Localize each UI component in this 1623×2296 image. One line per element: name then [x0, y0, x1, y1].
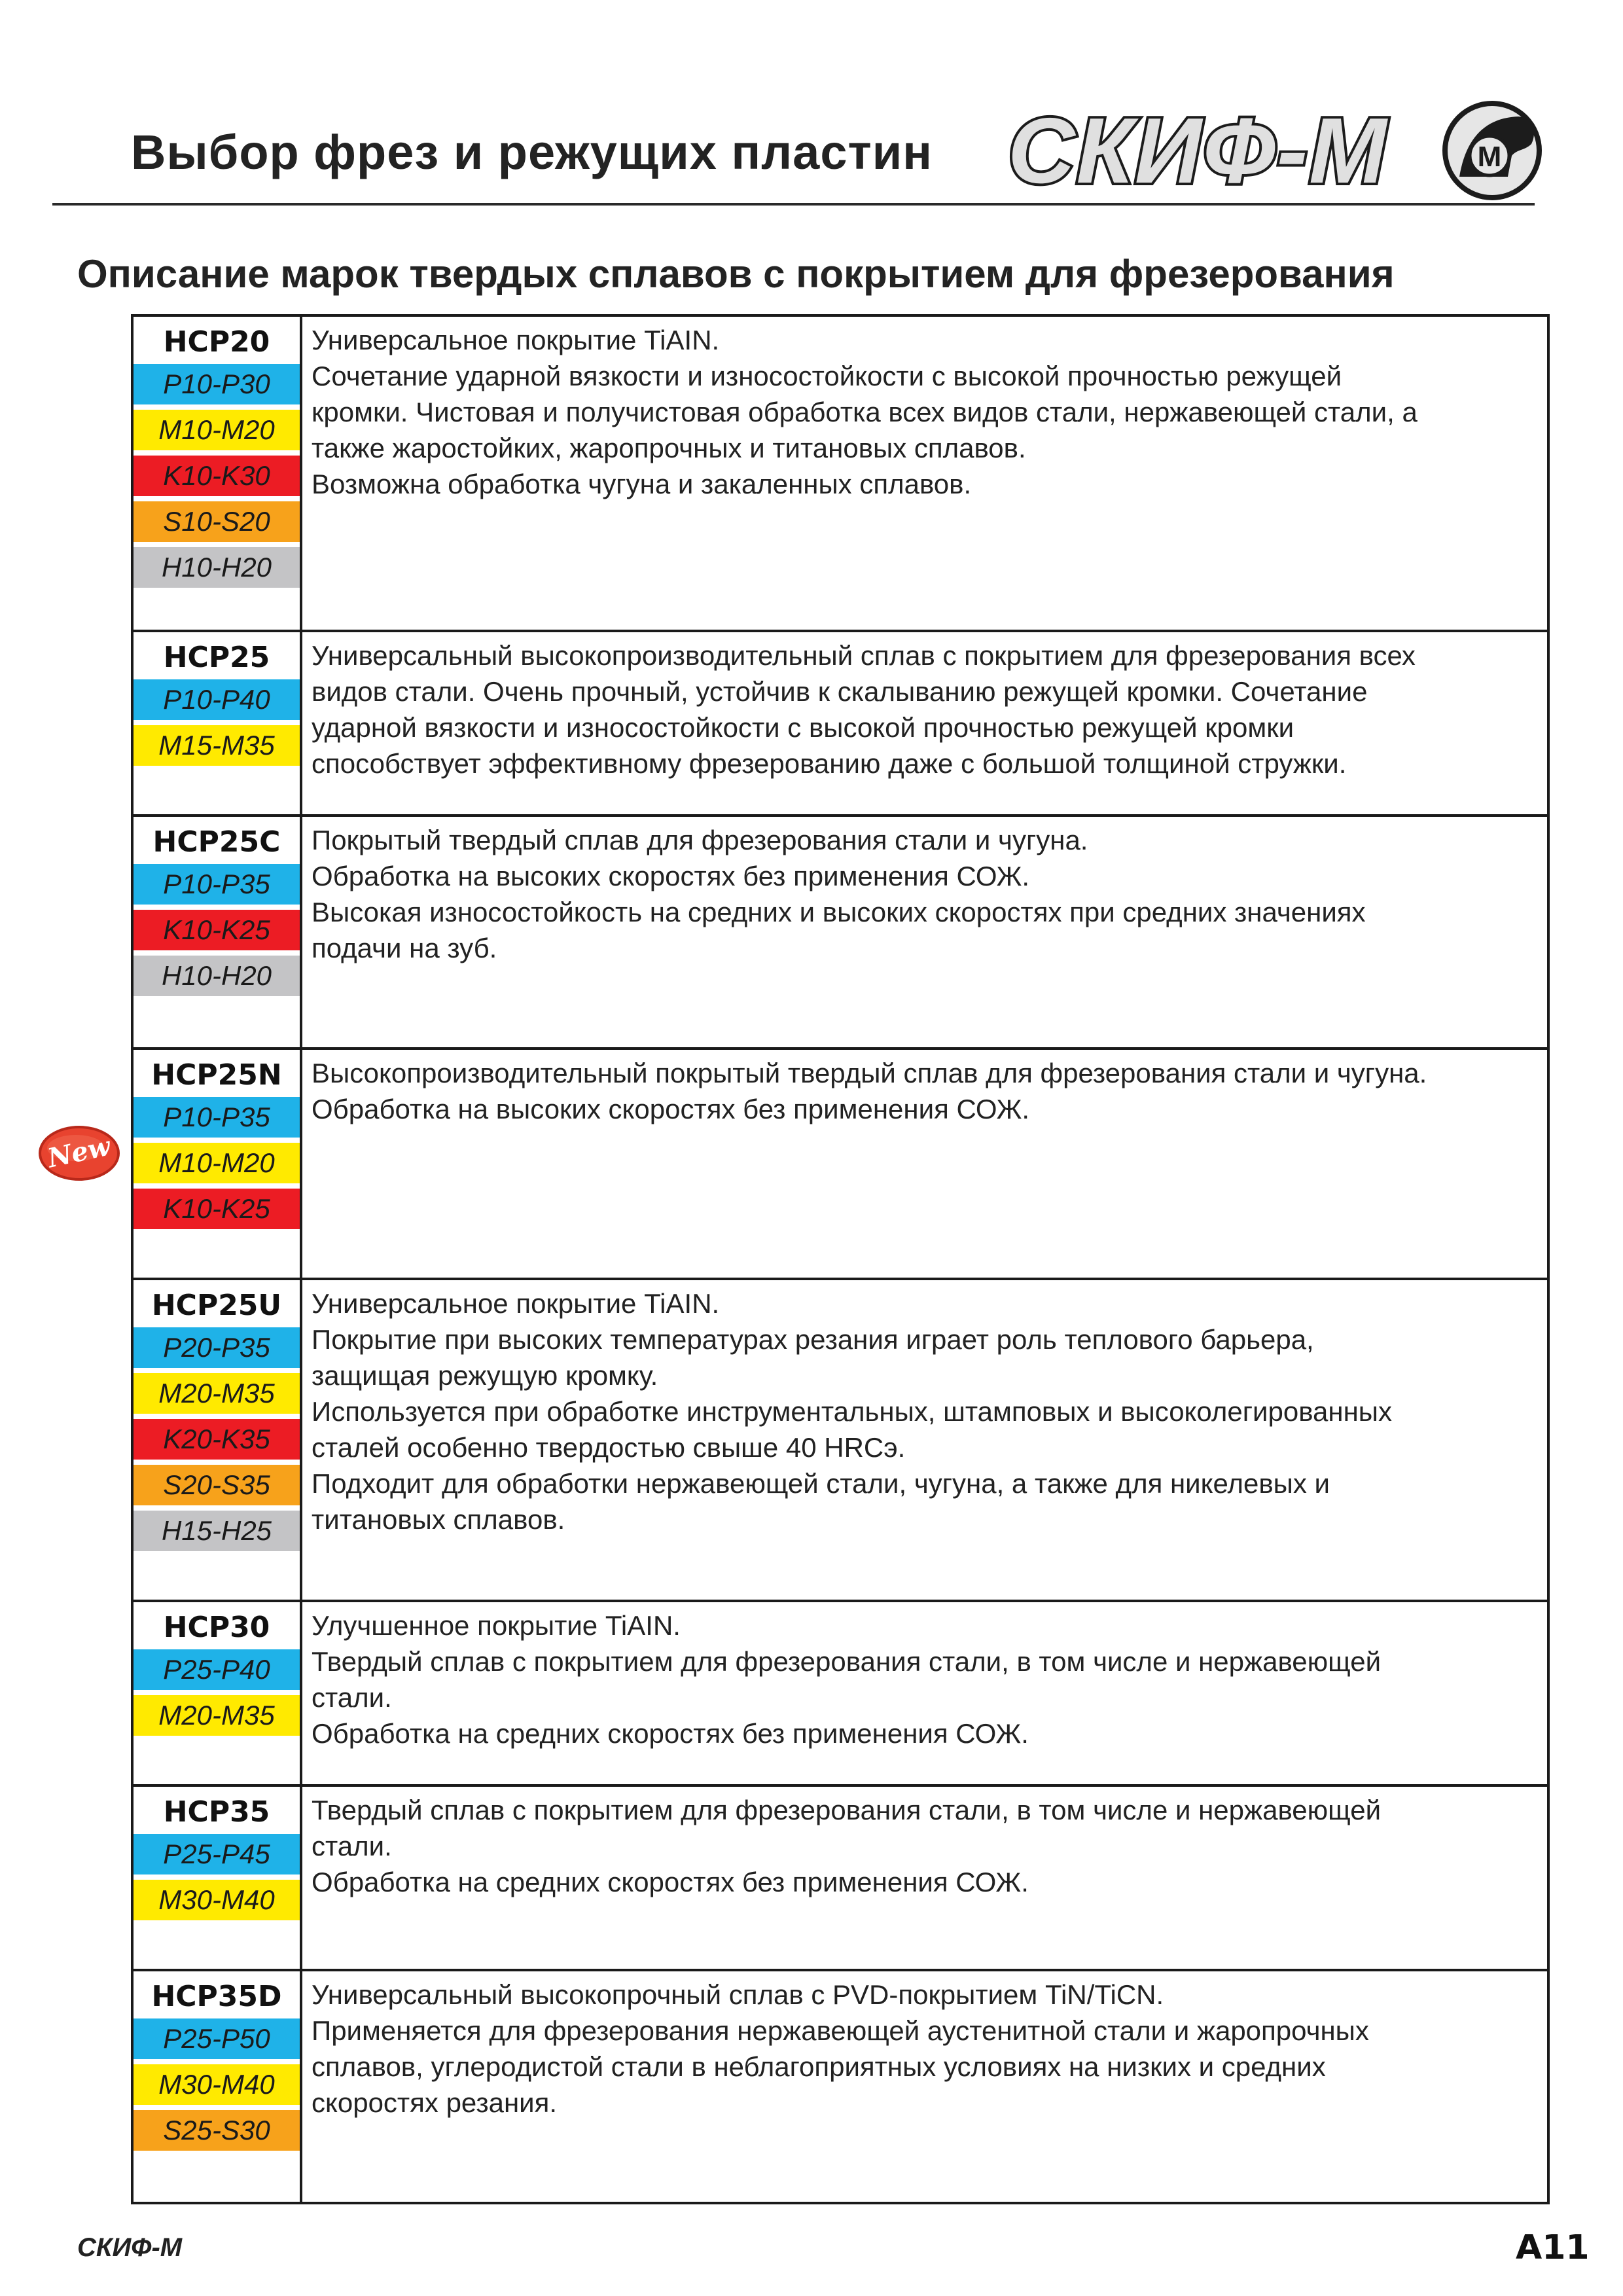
grade-description [302, 1787, 1547, 1969]
grade-code: HCP35D [151, 1980, 282, 2013]
grade-code: HCP25 [163, 641, 270, 674]
iso-range-m: M10-M20 [134, 1143, 300, 1183]
new-badge-label: New [45, 1130, 113, 1174]
iso-range-m: M20-M35 [134, 1695, 300, 1736]
grade-description [302, 1602, 1547, 1784]
grade-code-column [134, 1787, 302, 1969]
iso-range-k: K10-K30 [134, 456, 300, 496]
grade-row [134, 817, 1547, 1050]
iso-range-m: M30-M40 [134, 2064, 300, 2105]
description-line: Высокопроизводительный покрытый твердый сплав для фрезерования стали и чугуна. [312, 1058, 1427, 1088]
grade-code-column [134, 1280, 302, 1600]
description-line: Универсальное покрытие TiAIN. [312, 325, 720, 355]
grade-description [302, 817, 1547, 1047]
description-line: защищая режущую кромку. [312, 1360, 658, 1391]
grade-code: HCP25C [152, 825, 281, 859]
grade-code-column [134, 1602, 302, 1784]
grade-description [302, 632, 1547, 814]
grade-code: HCP25N [151, 1058, 282, 1092]
new-badge-icon [37, 1121, 122, 1186]
iso-range-p: P25-P50 [134, 2018, 300, 2059]
iso-range-m: M20-M35 [134, 1373, 300, 1414]
iso-range-p: P10-P35 [134, 1097, 300, 1138]
iso-range-p: P10-P40 [134, 679, 300, 720]
iso-range-p: P10-P30 [134, 364, 300, 404]
grade-row [134, 1280, 1547, 1602]
grade-code: HCP30 [163, 1611, 270, 1644]
iso-range-s: S20-S35 [134, 1465, 300, 1505]
description-line: Высокая износостойкость на средних и высоких скоростях при средних значениях [312, 897, 1366, 927]
description-line: Обработка на высоких скоростях без применения СОЖ. [312, 1094, 1030, 1124]
grade-code-column [134, 1050, 302, 1278]
grade-code: HCP35 [163, 1795, 270, 1829]
grade-code-column [134, 1971, 302, 2202]
iso-range-k: K10-K25 [134, 910, 300, 950]
iso-range-h: H10-H20 [134, 547, 300, 588]
grade-row [134, 317, 1547, 632]
description-line: Применяется для фрезерования нержавеющей аустенитной стали и жаропрочных [312, 2015, 1369, 2046]
description-line: стали. [312, 1682, 392, 1713]
grade-description [302, 317, 1547, 630]
description-line: ударной вязкости и износостойкости с высокой прочностью режущей кромки [312, 712, 1294, 743]
iso-range-k: K20-K35 [134, 1419, 300, 1460]
iso-range-m: M15-M35 [134, 725, 300, 766]
iso-range-s: S10-S20 [134, 501, 300, 542]
description-line: Используется при обработке инструментальных, штамповых и высоколегированных [312, 1396, 1392, 1427]
page-title: Выбор фрез и режущих пластин [131, 125, 933, 179]
description-line: способствует эффективному фрезерованию даже с большой толщиной стружки. [312, 748, 1347, 779]
description-line: сталей особенно твердостью свыше 40 HRCэ. [312, 1432, 906, 1463]
description-line: Универсальный высокопрочный сплав с PVD-покрытием TiN/TiCN. [312, 1979, 1164, 2010]
company-logo [1008, 98, 1544, 203]
description-line: Сочетание ударной вязкости и износостойкости с высокой прочностью режущей [312, 361, 1342, 391]
grade-row [134, 1971, 1547, 2202]
iso-range-p: P25-P45 [134, 1834, 300, 1874]
iso-range-p: P10-P35 [134, 864, 300, 905]
grade-description [302, 1971, 1547, 2202]
grade-row [134, 1602, 1547, 1787]
description-line: сплавов, углеродистой стали в неблагоприятных условиях на низких и средних [312, 2051, 1326, 2082]
grade-row [134, 1050, 1547, 1280]
footer-brand: СКИФ-М [77, 2233, 183, 2262]
description-line: стали. [312, 1831, 392, 1861]
iso-range-k: K10-K25 [134, 1189, 300, 1229]
description-line: подачи на зуб. [312, 933, 497, 963]
description-line: Покрытие при высоких температурах резания играет роль теплового барьера, [312, 1324, 1314, 1355]
description-line: Универсальное покрытие TiAIN. [312, 1288, 720, 1319]
description-line: видов стали. Очень прочный, устойчив к скалыванию режущей кромки. Сочетание [312, 676, 1368, 707]
description-line: Покрытый твердый сплав для фрезерования стали и чугуна. [312, 825, 1088, 855]
grade-code-column [134, 817, 302, 1047]
iso-range-m: M30-M40 [134, 1880, 300, 1920]
grade-code: HCP20 [163, 325, 270, 359]
grades-table [131, 314, 1550, 2204]
description-line: скоростях резания. [312, 2087, 558, 2118]
iso-range-p: P25-P40 [134, 1649, 300, 1690]
grade-description [302, 1280, 1547, 1600]
grade-code-column [134, 632, 302, 814]
description-line: Обработка на средних скоростях без применения СОЖ. [312, 1867, 1029, 1897]
horse-head-emblem-icon [1440, 98, 1544, 203]
grade-code: HCP25U [151, 1289, 282, 1322]
iso-range-s: S25-S30 [134, 2110, 300, 2151]
description-line: также жаростойких, жаропрочных и титановых сплавов. [312, 433, 1026, 463]
grade-row [134, 1787, 1547, 1971]
logo-text: СКИФ-М [1008, 99, 1388, 203]
description-line: Улучшенное покрытие TiAIN. [312, 1610, 681, 1641]
iso-range-h: H10-H20 [134, 956, 300, 996]
grade-code-column [134, 317, 302, 630]
description-line: кромки. Чистовая и получистовая обработка всех видов стали, нержавеющей стали, а [312, 397, 1418, 427]
description-line: Универсальный высокопроизводительный сплав с покрытием для фрезерования всех [312, 640, 1416, 671]
description-line: Твердый сплав с покрытием для фрезерования стали, в том числе и нержавеющей [312, 1646, 1382, 1677]
grade-row [134, 632, 1547, 817]
description-line: Обработка на высоких скоростях без применения СОЖ. [312, 861, 1030, 891]
description-line: титановых сплавов. [312, 1504, 565, 1535]
iso-range-m: M10-M20 [134, 410, 300, 450]
iso-range-h: H15-H25 [134, 1511, 300, 1551]
description-line: Возможна обработка чугуна и закаленных сплавов. [312, 469, 972, 499]
page-number: A11 [1516, 2228, 1590, 2267]
iso-range-p: P20-P35 [134, 1327, 300, 1368]
section-title: Описание марок твердых сплавов с покрытием для фрезерования [77, 252, 1395, 296]
description-line: Обработка на средних скоростях без применения СОЖ. [312, 1718, 1029, 1749]
description-line: Твердый сплав с покрытием для фрезерования стали, в том числе и нержавеющей [312, 1795, 1382, 1825]
header-divider [52, 203, 1535, 206]
logo-emblem-letter: М [1477, 141, 1502, 173]
description-line: Подходит для обработки нержавеющей стали, чугуна, а также для никелевых и [312, 1468, 1330, 1499]
grade-description [302, 1050, 1547, 1278]
